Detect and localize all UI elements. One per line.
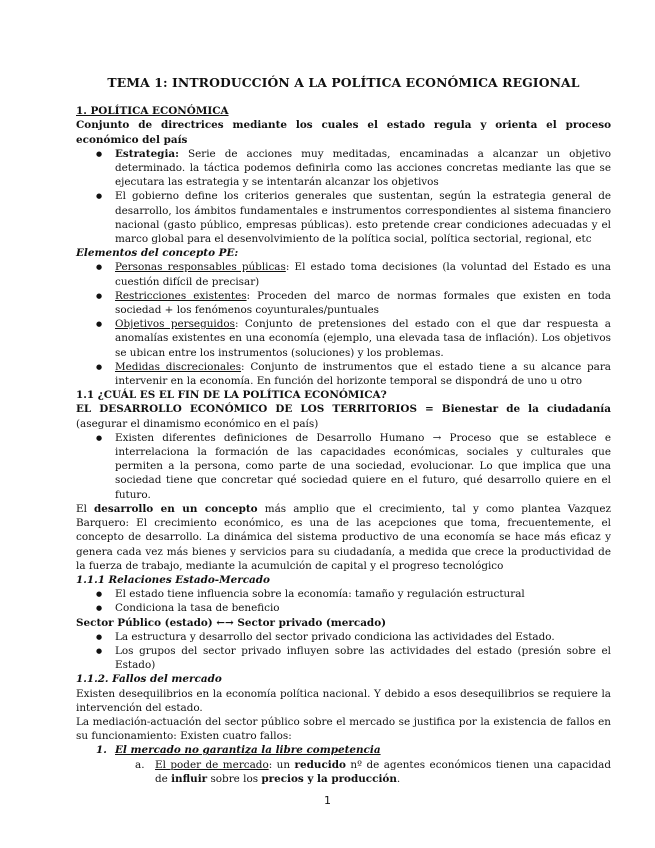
bullet-list <box>76 431 611 502</box>
section-heading-text: 1. POLÍTICA ECONÓMICA <box>76 105 229 118</box>
numbered-item-label: El mercado no garantiza la libre competencia <box>115 744 381 757</box>
definition-paragraph: Conjunto de directrices mediante los cuales el estado regula y orienta el proceso económico del país <box>76 119 611 146</box>
list-item: ● Condiciona la tasa de beneficio <box>115 601 611 615</box>
item-text: : Conjunto de pretensiones del estado con el que dar respuesta a anomalías existentes en una economía (ejemplo, una elevada tasa de inflación). Los objetivos se ubican entre los instrumentos (soluciones) y los problemas. <box>115 318 611 359</box>
item-text: : El estado toma decisiones (la voluntad del Estado es una cuestión difícil de precisar) <box>115 261 611 288</box>
development-paragraph <box>76 502 611 573</box>
lettered-item <box>135 758 611 786</box>
bold-word: reducido <box>294 758 346 771</box>
bold-phrase: desarrollo en un concepto <box>94 502 258 515</box>
list-item: ● Existen diferentes definiciones de Desarrollo Humano → Proceso que se establece e interrelaciona la formación de las capacidades económicas, sociales y culturales que permiten a la persona, como parte de una sociedad, evolucionar. Lo que implica que una sociedad tiene que concretar qué sociedad quiere en el futuro, qué desarrollo quiere en el futuro. <box>115 431 611 502</box>
list-item <box>115 317 611 360</box>
paragraph: Existen desequilibrios en la economía política nacional. Y debido a esos desequilibrios se requiere la intervención del estado. <box>76 687 611 714</box>
bullet-list <box>76 587 611 615</box>
subsection-heading: 1.1.2. Fallos del mercado <box>76 673 222 686</box>
item-text: . <box>396 772 401 785</box>
bold-word: influir <box>171 772 208 785</box>
list-item <box>115 147 611 190</box>
bullet-list <box>76 630 611 673</box>
goal-bold: EL DESARROLLO ECONÓMICO DE LOS TERRITORIOS = Bienestar de la ciudadanía <box>76 403 611 416</box>
underlined-lead: Restricciones existentes <box>115 289 247 302</box>
list-item <box>115 360 611 388</box>
section-heading <box>76 104 611 118</box>
lettered-list <box>115 758 611 786</box>
bullet-list <box>76 147 611 246</box>
paragraph-text: más amplio que el crecimiento, tal y como plantea Vazquez Barquero: El crecimiento económico, es una de las acepciones que toma, frecuentemente, el concepto de desarrollo. La dinámica del sistema productivo de una economía se hace más eficaz y genera cada vez más bienes y servicios para su ciudadanía, a medida que crece la productividad de la fuerza de trabajo, mediante la acumulción de capital y el progreso tecnológico <box>76 502 611 572</box>
item-text: El gobierno define los criterios generales que sustentan, según la estrategia general de desarrollo, los ámbitos fundamentales e instrumentos correspondientes al sistema financiero nacional (gasto público, empresas públicas). esto pretende crear condiciones adecuadas y el marco global para el desenvolvimiento de la política social, política sectorial, regional, etc <box>115 190 611 246</box>
list-item <box>115 289 611 317</box>
bold-lead: Estrategia: <box>115 147 179 160</box>
numbered-list <box>76 743 611 786</box>
list-item: ● Los grupos del sector privado influyen sobre las actividades del estado (presión sobre el Estado) <box>115 644 611 672</box>
bullet-list <box>76 260 611 388</box>
list-item <box>115 189 611 246</box>
page-number: 1 <box>324 794 331 807</box>
item-text: sobre los <box>207 772 262 785</box>
numbered-item <box>96 743 611 786</box>
list-letter: a. <box>135 758 145 771</box>
item-text: Serie de acciones muy meditadas, encaminadas a alcanzar un objetivo determinado. la táctica podemos definirla como las acciones concretas mediante las que se ejecutara las estrategia y se intentarán alcanzar los objetivos <box>115 147 611 189</box>
relation-line: Sector Público (estado) ←→ Sector privado (mercado) <box>76 616 387 629</box>
subsection-heading: 1.1.1 Relaciones Estado-Mercado <box>76 573 270 586</box>
item-text: : Conjunto de instrumentos que el estado tiene a su alcance para intervenir en la economía. En función del horizonte temporal se dispondrá de uno u otro <box>115 360 612 388</box>
list-item <box>115 260 611 288</box>
goal-paragraph <box>76 402 611 430</box>
paragraph-text: El <box>76 502 95 515</box>
list-item: ● La estructura y desarrollo del sector privado condiciona las actividades del Estado. <box>115 630 611 644</box>
underlined-lead: Objetivos perseguidos <box>115 318 235 331</box>
goal-rest: (asegurar el dinamismo económico en el país) <box>76 417 319 430</box>
underlined-lead: El poder de mercado <box>155 758 269 771</box>
item-text: : Proceden del marco de normas formales que existen en toda sociedad + los fenómenos coyunturales/puntuales <box>115 289 611 317</box>
list-number: 1. <box>96 744 107 757</box>
underlined-lead: Personas responsables públicas <box>115 261 286 274</box>
list-item: ● El estado tiene influencia sobre la economía: tamaño y regulación estructural <box>115 587 611 601</box>
item-text: nº de agentes económicos tienen una capacidad de <box>155 758 611 785</box>
bold-word: precios y la producción <box>261 772 397 785</box>
underlined-lead: Medidas discrecionales <box>115 360 242 373</box>
item-text: : un <box>268 758 295 771</box>
document-title: TEMA 1: INTRODUCCIÓN A LA POLÍTICA ECONÓMICA REGIONAL <box>107 75 580 90</box>
section-heading: 1.1 ¿CUÁL ES EL FIN DE LA POLÍTICA ECONÓMICA? <box>76 389 387 402</box>
paragraph: La mediación-actuación del sector público sobre el mercado se justifica por la existencia de fallos en su funcionamiento: Existen cuatro fallos: <box>76 715 611 743</box>
subheading: Elementos del concepto PE: <box>76 247 239 260</box>
